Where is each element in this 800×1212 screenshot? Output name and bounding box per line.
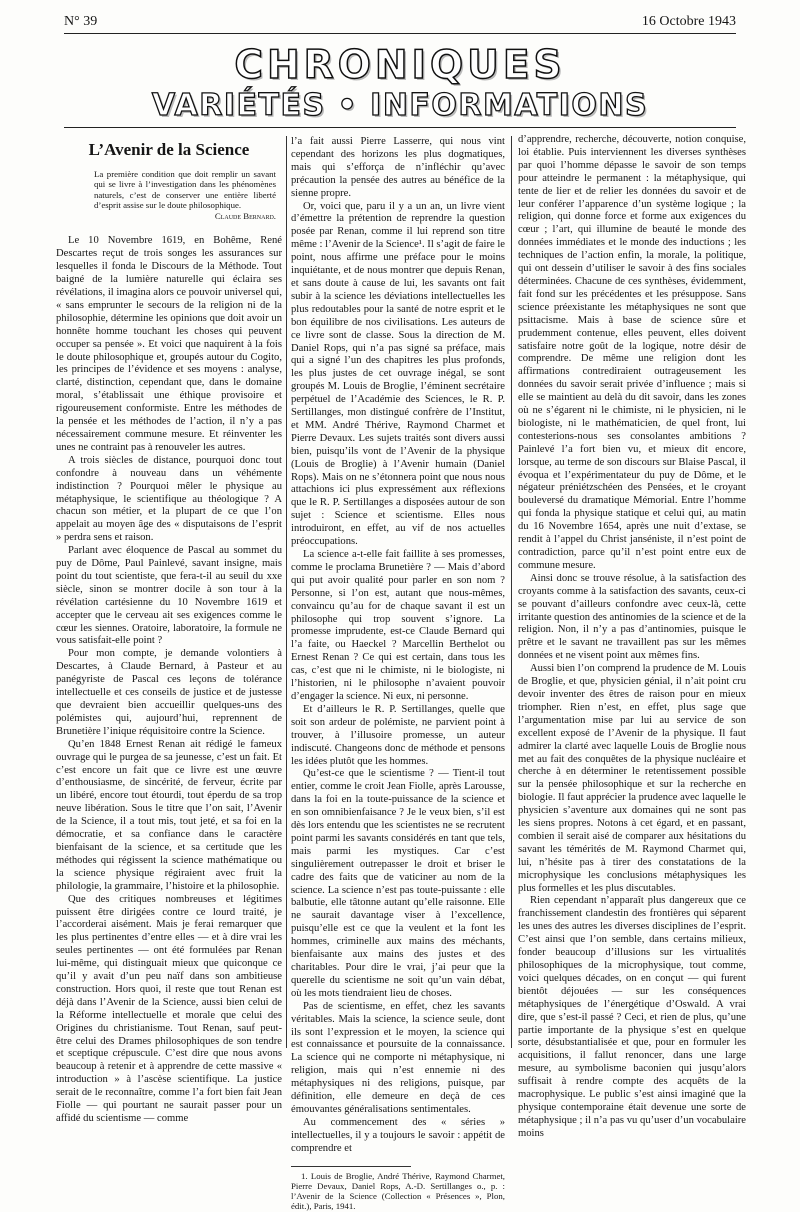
epigraph-text: La première condition que doit remplir un savant qui se livre à l’investigation dans les phénomènes naturels, c’est de conserver une entière liberté d’esprit assise sur le doute philosophique.: [94, 168, 276, 210]
column-1: [56, 136, 282, 1126]
column-3: [518, 134, 746, 1141]
paragraph: Pas de scientisme, en effet, chez les savants véritables. Mais la science, la science seule, dont ils sont l’expression et le moyen, la science qui est connaissance et poursuite de la connaissance. La science qui ne comporte ni métaphysique, ni religion, mais qui n’est ennemie ni des métaphysiques ni des religions, puisque, par définition, elle demeure en deçà de ces émouvantes généralisations sentimentales.: [291, 1000, 505, 1115]
paragraph: Qu’en 1848 Ernest Renan ait rédigé le fameux ouvrage qui le purgea de sa jeunesse, c’est un fait. Et c’est encore un fait que ce livre est une œuvre d’enthousiasme, de sincérité, de ferveur, écrite par un libéré, encore tout étourdi, tout éperdu de sa trop neuve libération. Sous le titre que l’on sait, l’Avenir de la Science, il a tout mis, tout jeté, et sa foi en la démocratie, et sa confiance dans le caractère bienfaisant de la science, et sa certitude que les méthodes qui régissent la science mathématique ou la science physique régiraient avec fruit la philologie, la grammaire, l’histoire et la philosophie.: [56, 738, 282, 892]
paragraph: Qu’est-ce que le scientisme ? — Tient-il tout entier, comme le croit Jean Fiolle, après Larousse, dans la foi en la toute-puissance de la science et en son omnibienfaisance ? Je le veux bien, s’il est dès lors entendu que les scientistes ne se recrutent point parmi les savants considérés en tant que tels, mais parmi les mystiques. Car c’est singulièrement outrepasser le droit et briser le cadre des faits que de vaticiner au nom de la science. La science n’est pas toute-puissante : elle balbutie, elle tâtonne autant qu’elle raisonne. Elle ne saurait davantage viser à l’excellence, puisqu’elle est ce que la veulent et la font les hommes, criminelle aux mains des méchants, bienfaisante aux mains des justes et des charitables. Pour dire le vrai, j’ai peur que la querelle du scientisme ne soit qu’un vain débat, où les mots tiendraient lieu de choses.: [291, 768, 505, 999]
paragraph: A trois siècles de distance, pourquoi donc tout confondre à nouveau dans un véhémente indistinction ? Pourquoi mêler le physique au métaphysique, le scientifique au théologique ? A chacun son métier, et la plupart de ce que l’on appelait au moyen âge des « disputaisons de l’esprit » perdra sens et raison.: [56, 454, 282, 544]
paragraph: Aussi bien l’on comprend la prudence de M. Louis de Broglie, et que, physicien génial, il n’ait point cru devoir inventer des êtres de raison pour en mieux triompher. Rien n’est, en effet, plus sage que l’argumentation mise par lui au service de son excellent exposé de l’Avenir de la physique. Il faut admirer la clarté avec laquelle Louis de Broglie nous met au fait des conquêtes de la physique nucléaire et cherche à en déterminer le retentissement possible sur la pensée philosophique et sur la recherche en biologie. Il faut apprécier la prudence avec laquelle le physicien s’aventure aux domaines qui ne sont pas les siens propres. Notons à cet égard, et en passant, combien il serait aisé de comparer aux hésitations du savant les témérités de M. Raymond Charmet qui, lui, n’hésite pas à tirer des constatations de la microphysique les conclusions métaphysiques les plus formelles et les plus discutables.: [518, 663, 746, 894]
paragraph: Le 10 Novembre 1619, en Bohême, René Descartes reçut de trois songes les assurances sur lesquelles il fonda le Discours de la Méthode. Tout baigné de la lumière naturelle qui éclaira ses révélations, il imagina alors ce pouvoir universel qui, « sans emprunter le secours de la religion ni de la philosophie, détermine les opinions que doit avoir un honnête homme touchant les choses qui peuvent occuper sa pensée ». Et voici que naquirent à la fois le doute philosophique et, groupés autour du Cogito, les principes de l’évidence et ses moyens : analyse, clarté, distinction, cependant que, dans le domaine moral, s’établissait une éthique provisoire et rigoureusement conformiste. Entre les méthodes de la pensée et les méthodes de l’action, il n’y a pas nécessairement commune mesure. Et réinventer les unes ne contraint pas à renouveler les autres.: [56, 235, 282, 453]
paragraph: Or, voici que, paru il y a un an, un livre vient d’émettre la prétention de reprendre la question posée par Renan, comme il lui reprend son titre même : l’Avenir de la Science¹. Il s’agit de faire le point, nous affirme une préface pour le moins inquiétante, et de nous montrer que depuis Renan, et sans doute à cause de lui, les savants ont fait subir à la science les déviations intellectuelles les plus redoutables pour la santé de notre esprit et le bon équilibre de nos civilisations. Les auteurs de ce livre sont de classe. Sous la direction de M. Daniel Rops, qui n’a pas signé sa préface, mais qui a signé l’un des chapitres les plus profonds, les plus justes de cet ouvrage inégal, se sont groupés M. Louis de Broglie, l’éminent secrétaire perpétuel de l’Académie des Sciences, le R. P. Sertillanges, mon distingué confrère de l’Institut, et MM. André Thérive, Raymond Charmet et Pierre Devaux. Les sujets traités sont divers aussi bien, puisqu’ils vont de l’Avenir de la physique (Louis de Broglie) à l’Avenir humain (Daniel Rops). Mais on ne s’étonnera point que nous nous attachions ici plus expressément aux réflexions que le R. P. Sertillanges a disposées autour de son sujet : Science et scientisme. Elles nous introduiront, en effet, au vif de nos actuelles préoccupations.: [291, 200, 505, 548]
masthead-subtitle: VARIÉTÉS • INFORMATIONS: [151, 88, 649, 123]
footnote: 1. Louis de Broglie, André Thérive, Raymond Charmet, Pierre Devaux, Daniel Rops, A.-D. Sertillanges o., p. : l’Avenir de la Science (Collection « Présences », Plon, édit.), Paris, 1941.: [291, 1170, 505, 1212]
epigraph-author: Claude Bernard.: [214, 211, 276, 222]
epigraph: [94, 169, 276, 221]
page-header: [64, 14, 736, 34]
paragraph: l’a fait aussi Pierre Lasserre, qui nous vint cependant des horizons les plus dogmatiques, mais qui s’efforça de n’infléchir qu’avec précaution la pensée des autres au bénéfice de la sienne propre.: [291, 136, 505, 199]
issue-date: 16 Octobre 1943: [641, 14, 736, 29]
article-title: L’Avenir de la Science: [88, 140, 250, 159]
masthead-title: CHRONIQUES: [234, 43, 566, 88]
paragraph: Parlant avec éloquence de Pascal au sommet du puy de Dôme, Paul Painlevé, savant insigne, mais point du tout scientiste, que fera-t-il au seuil du xxe siècle, sinon se montrer docile à son tour à la révélation cartésienne du 10 Novembre 1619 et accepter que le cerveau ait ses exigences comme le cœur les siennes. Oratoire, laboratoire, la formule ne vous satisfait-elle point ?: [56, 545, 282, 647]
paragraph: Au commencement des « séries » intellectuelles, il y a toujours le savoir : appétit de comprendre et: [291, 1116, 505, 1154]
paragraph: Que des critiques nombreuses et légitimes puissent être dirigées contre ce lourd traité, je l’accorderai aisément. Mais je ferai remarquer que les plus pertinentes d’entre elles — et à dire vrai les seules pertinentes — ont été formulées par Renan lui-même, qui distinguait mieux que quiconque ce qu’il y avait d’un peu naïf dans son ambitieuse construction. Hors quoi, il reste que tout Renan est déjà dans l’Avenir de la Science, aussi bien celui de la Réforme intellectuelle et morale que celui des Origines du christianisme. Tout Renan, sauf peut-être celui des Drames philosophiques de son tendre et sceptique crépuscule. C’est dire que nous avons beaucoup à retenir et à apprendre de cette massive « introduction » à l’ascèse scientifique. La justice serait de le reconnaître, comme l’a fort bien fait Jean Fiolle — qui pourtant ne saurait passer pour un affidé du scientisme — comme: [56, 893, 282, 1125]
paragraph: d’apprendre, recherche, découverte, notion conquise, loi établie. Puis interviennent les diverses synthèses par quoi l’homme dépasse le savoir de son temps pour atteindre le permanent : la métaphysique, qui tente de lier et de relier les données du savoir et de leur conférer l’apparence d’un système logique ; la religion, qui donne force et forme aux exigences du cœur ; l’art, qui illumine de beauté le monde des données immédiates et le monde des inductions ; les techniques de l’action enfin, la morale, la politique, qui ont dessein d’utiliser le savoir à des fins sociales déterminées. Chacune de ces synthèses, évidemment, fait fond sur les précédentes et les présuppose. Sans science préexistante les métaphysiques ne sont que psittacisme. Mais à base de science sûre et prudemment contenue, elles peuvent, elles doivent satisfaire notre goût de la logique, notre désir de comprendre. De même une religion dont les affirmations contrediraient outrageusement les données du savoir serait privée d’influence ; mais si elle se maintient au delà du dit savoir, dans les zones où ne s’égarent ni le chimiste, ni le physicien, ni le biologiste, ni le mathématicien, de quel front, lui contesterions-nous ses consolantes ambitions ? Painlevé l’a fort bien vu, et mieux dit encore, lorsque, au terme de son discours sur Blaise Pascal, il évoqua et l’expérimentateur du puy de Dôme, et le négateur préniétzschéen des Pensées, et le croyant bouleversé du dramatique Mémorial. Entre l’homme qui fonda la physique statique et celui qui, au matin du 16 Novembre 1654, après une nuit d’extase, se rendit à l’appel du Christ janséniste, il n’est point de contradiction, parce qu’il n’est point entre eux de commune mesure.: [518, 134, 746, 571]
masthead-rule: [64, 127, 736, 128]
paragraph: Pour mon compte, je demande volontiers à Descartes, à Claude Bernard, à Pasteur et au panégyriste de Pascal ces leçons de tolérance intellectuelle et ces conseils de justice et de justesse que devraient bien accueillir quelques-uns des polémistes qui, aujourd’hui, reprennent de Brunetière l’inique réquisitoire contre la Science.: [56, 648, 282, 737]
column-2: [291, 136, 505, 1212]
paragraph: Et d’ailleurs le R. P. Sertillanges, quelle que soit son ardeur de polémiste, ne parvient point à trouver, à l’illusoire promesse, un auteur indiscuté. Changeons donc de méthode et pensons les idées plutôt que les hommes.: [291, 703, 505, 767]
paragraph: La science a-t-elle fait faillite à ses promesses, comme le proclama Brunetière ? — Mais d’abord qui put avoir qualité pour parler en son nom ? Personne, si l’on est, autant que nous-mêmes, convaincu qu’au for de chaque savant il est un philosophe qui trop souvent s’ignore. La promesse imprudente, est-ce Claude Bernard qui l’a faite, ou Haeckel ? Marcellin Berthelot ou Ernest Renan ? Ce qui est certain, dans tous les cas, c’est que ni le chimiste, ni le biologiste, ni l’historien, ni le philosophe n’avaient pouvoir d’engager la science. Ni eux, ni personne.: [291, 549, 505, 702]
column-divider: [286, 136, 287, 1048]
paragraph: Rien cependant n’apparaît plus dangereux que ce franchissement clandestin des frontières qui séparent les unes des autres les diverses disciplines de l’esprit. C’est ainsi que l’on semble, dans certains milieux, fonder beaucoup d’illusions sur les virtualités philosophiques de la microphysique, tout comme, voici quelques décades, on en conçut — qui furent bientôt déjouées — sur les conséquences métaphysiques de l’énergétique d’Oswald. A vrai dire, que s’est-il passé ? Ceci, et rien de plus, qu’une partie importante de la physique s’est en quelque sorte, désubstantialisée et que, pour en formuler les acquisitions, il fallut renoncer, dans une large mesure, au symbolisme baconien qui jusqu’alors suffisait à rendre compte des acquêts de la macrophysique. Le public s’est ainsi imaginé que la physique contemporaine était devenue une sorte de métaphysique ; il n’a pas vu qu’user d’un vocabulaire moins: [518, 895, 746, 1139]
column-divider: [511, 136, 512, 1048]
issue-number: N° 39: [64, 14, 98, 29]
footnote-rule: [291, 1166, 411, 1167]
paragraph: Ainsi donc se trouve résolue, à la satisfaction des croyants comme à la satisfaction des savants, ceux-ci se pouvant d’ailleurs confondre avec ceux-là, cette irritante question des antinomies de la science et de la religion. Non, il n’y a pas d’antinomies, puisque le prêtre et le savant ne travaillent pas sur les mêmes données et ne visent point aux mêmes fins.: [518, 572, 746, 662]
header-rule: [64, 33, 736, 34]
